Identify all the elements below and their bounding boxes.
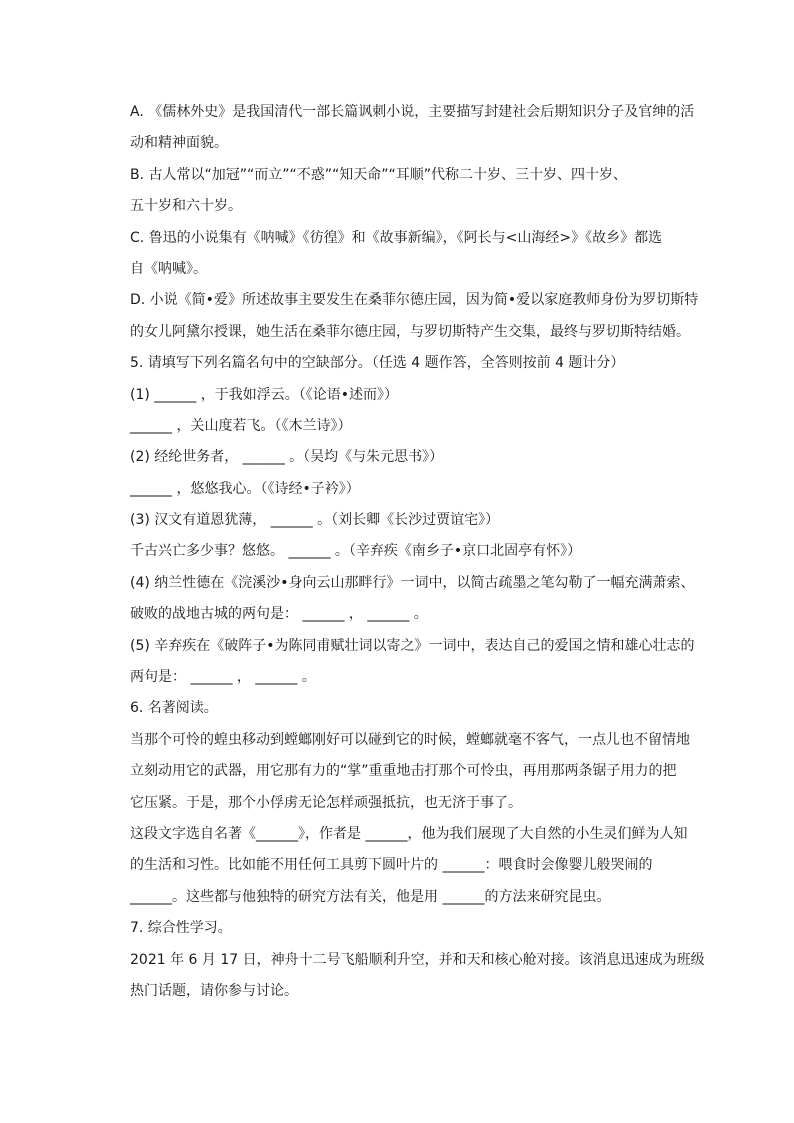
text-line: 千古兴亡多少事？悠悠。 ______ 。（辛弃疾《南乡子•京口北固亭有怀》）: [130, 543, 582, 560]
document-page: [130, 97, 704, 1007]
text-line: 立刻动用它的武器，用它那有力的“掌”重重地击打那个可怜虫，再用那两条锯子用力的把: [130, 763, 677, 780]
text-line: ______ ，关山度若飞。（《木兰诗》）: [130, 417, 352, 434]
question-heading: 5. 请填写下列名篇名句中的空缺部分。（任选 4 题作答，全答则按前 4 题计分）: [130, 355, 625, 372]
text-line: 五十岁和六十岁。: [130, 198, 242, 215]
text-line: 它压紧。于是，那个小俘虏无论怎样顽强抵抗，也无济于事了。: [130, 794, 522, 811]
text-line: 这段文字选自名著《______》，作者是 ______，他为我们展现了大自然的小生灵们鲜为人知: [130, 825, 688, 842]
question-heading: 6. 名著阅读。: [130, 700, 218, 717]
text-line: (2) 经纶世务者， ______ 。（吴均《与朱元思书》）: [130, 449, 444, 466]
text-line: 热门话题，请你参与讨论。: [130, 982, 298, 999]
text-line: (4) 纳兰性德在《浣溪沙•身向云山那畔行》一词中，以简古疏墨之笔勾勒了一幅充满萧索、: [130, 574, 695, 591]
text-line: B. 古人常以“加冠”“而立”“不惑”“知天命”“耳顺”代称二十岁、三十岁、四十岁、: [130, 166, 628, 183]
text-line: 动和精神面貌。: [130, 135, 228, 152]
question-heading: 7. 综合性学习。: [130, 920, 232, 937]
text-line: (5) 辛弃疾在《破阵子•为陈同甫赋壮词以寄之》一词中，表达自己的爱国之情和雄心壮志的: [130, 637, 695, 654]
text-line: 的生活和习性。比如能不用任何工具剪下圆叶片的 ______：喂食时会像婴儿般哭闹的: [130, 857, 653, 874]
text-line: D. 小说《简•爱》所述故事主要发生在桑菲尔德庄园，因为简•爱以家庭教师身份为罗切斯特: [130, 292, 699, 309]
text-line: (1) ______ ，于我如浮云。（《论语•述而》）: [130, 386, 398, 403]
text-line: A. 《儒林外史》是我国清代一部长篇讽刺小说，主要描写封建社会后期知识分子及官绅的活: [130, 104, 695, 120]
text-line: ______。这些都与他独特的研究方法有关，他是用 ______的方法来研究昆虫。: [130, 888, 611, 905]
text-line: C. 鲁迅的小说集有《呐喊》《彷徨》和《故事新编》，《阿长与<山海经>》《故乡》都选: [130, 229, 663, 246]
text-line: 当那个可怜的蝗虫移动到螳螂刚好可以碰到它的时候，螳螂就毫不客气，一点儿也不留情地: [130, 731, 690, 748]
text-line: 破败的战地古城的两句是： ______ ， ______ 。: [130, 606, 428, 623]
text-line: (3) 汉文有道恩犹薄， ______ 。（刘长卿《长沙过贾谊宅》）: [130, 512, 500, 529]
text-line: ______ ，悠悠我心。（《诗经•子衿》）: [130, 480, 360, 497]
text-line: 2021 年 6 月 17 日，神舟十二号飞船顺利升空，并和天和核心舱对接。该消息迅速成为班级: [130, 951, 705, 968]
text-line: 的女儿阿黛尔授课，她生活在桑菲尔德庄园，与罗切斯特产生交集，最终与罗切斯特结婚。: [130, 323, 690, 340]
text-line: 自《呐喊》。: [130, 260, 207, 277]
text-line: 两句是： ______ ， ______ 。: [130, 669, 316, 686]
